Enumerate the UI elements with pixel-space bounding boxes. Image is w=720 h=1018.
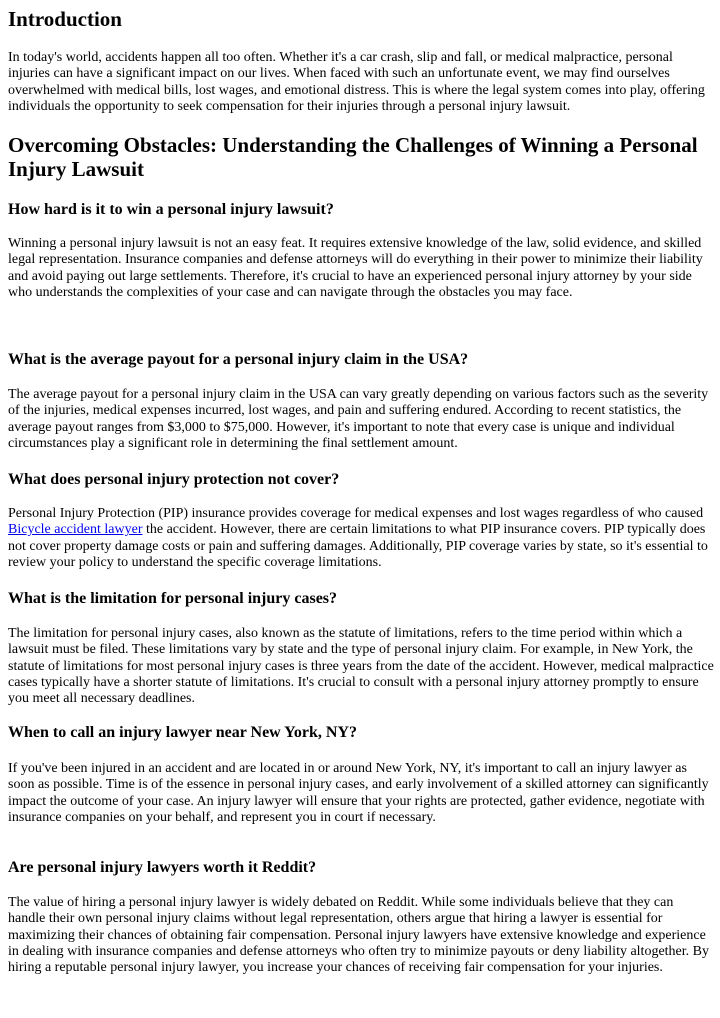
section-heading: Overcoming Obstacles: Understanding the Challenges of Winning a Personal Injury Lawsuit	[8, 133, 698, 181]
faq-question-2: What is the average payout for a personal injury claim in the USA?	[8, 351, 469, 368]
intro-paragraph: In today's world, accidents happen all too often. Whether it's a car crash, slip and fall, or medical malpractice, personal injuries can have a significant impact on our lives. When faced with such an unfortunate event, we may find ourselves overwhelmed with medical bills, lost wages, and emotional distress. This is where the legal system comes into play, offering individuals the opportunity to seek compensation for their injuries through a personal injury lawsuit.	[8, 50, 705, 114]
faq-question-3: What does personal injury protection not cover?	[8, 471, 340, 488]
faq-answer-3-text-after: the accident. However, there are certain limitations to what PIP insurance covers. PIP typically does not cover property damage costs or pain and suffering damages. Additionally, PIP coverage varies by state, so it's essential to review your policy to understand the specific coverage limitations.	[8, 522, 708, 570]
faq-question-5: When to call an injury lawyer near New York, NY?	[8, 724, 358, 741]
intro-heading: Introduction	[8, 7, 122, 31]
faq-answer-4: The limitation for personal injury cases, also known as the statute of limitations, refers to the time period within which a lawsuit must be filed. These limitations vary by state and the type of personal injury claim. For example, in New York, the statute of limitations for most personal injury cases is three years from the date of the accident. However, medical malpractice cases typically have a shorter statute of limitations. It's crucial to consult with a personal injury attorney promptly to ensure you meet all necessary deadlines.	[8, 626, 714, 707]
bicycle-accident-lawyer-link[interactable]: Bicycle accident lawyer	[8, 522, 143, 538]
faq-question-6: Are personal injury lawyers worth it Reddit?	[8, 859, 317, 876]
faq-answer-6: The value of hiring a personal injury lawyer is widely debated on Reddit. While some individuals believe that they can handle their own personal injury claims without legal representation, others argue that hiring a lawyer is essential for maximizing their chances of obtaining fair compensation. Personal injury lawyers have extensive knowledge and experience in dealing with insurance companies and defense attorneys who often try to minimize payouts or deny liability altogether. By hiring a reputable personal injury lawyer, you increase your chances of receiving fair compensation for your injuries.	[8, 895, 709, 976]
faq-answer-5: If you've been injured in an accident and are located in or around New York, NY, it's important to call an injury lawyer as soon as possible. Time is of the essence in personal injury cases, and early involvement of a skilled attorney can significantly impact the outcome of your case. An injury lawyer will ensure that your rights are protected, gather evidence, negotiate with insurance companies on your behalf, and represent you in court if necessary.	[8, 761, 709, 825]
faq-answer-1: Winning a personal injury lawsuit is not an easy feat. It requires extensive knowledge of the law, solid evidence, and skilled legal representation. Insurance companies and defense attorneys will do everything in their power to minimize their liability and avoid paying out large settlements. Therefore, it's crucial to have an experienced personal injury attorney by your side who understands the complexities of your case and can navigate through the obstacles you may face.	[8, 236, 703, 300]
faq-answer-3	[8, 506, 714, 571]
faq-answer-2: The average payout for a personal injury claim in the USA can vary greatly depending on various factors such as the severity of the injuries, medical expenses incurred, lost wages, and pain and suffering endured. According to recent statistics, the average payout ranges from $3,000 to $75,000. However, it's important to note that every case is unique and individual circumstances play a significant role in determining the final settlement amount.	[8, 387, 709, 451]
faq-question-1: How hard is it to win a personal injury lawsuit?	[8, 201, 334, 218]
faq-answer-3-text-before: Personal Injury Protection (PIP) insurance provides coverage for medical expenses and lost wages regardless of who caused	[8, 506, 704, 521]
faq-question-4: What is the limitation for personal injury cases?	[8, 590, 338, 607]
